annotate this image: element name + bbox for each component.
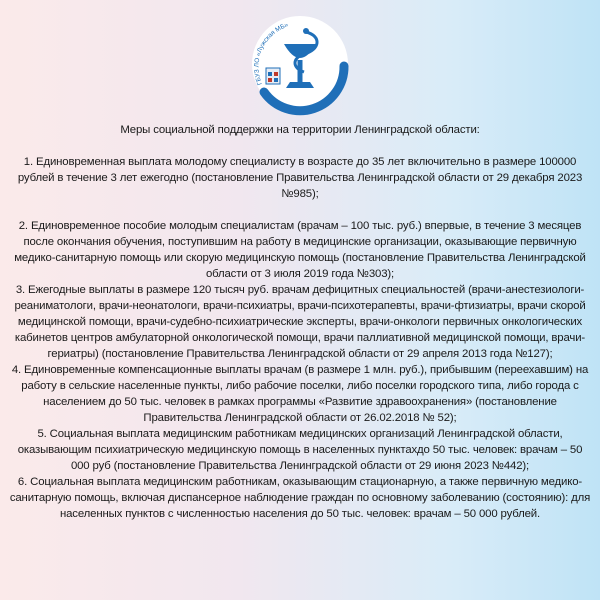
- logo-emblem: [266, 68, 280, 84]
- logo-ring-text: ГБУЗ ЛО «Лужская МБ»: [253, 21, 290, 86]
- measure-item-5: 5. Социальная выплата медицинским работникам медицинских организаций Ленинградской области, оказывающим психиатрическую медицинскую помощь в населенных пунктахдо 50 тыс. человек: врачам – 50 000 руб (постановление Правительства Ленинградской области от 29 июня 2023 №442);: [17, 428, 583, 472]
- page-title: Меры социальной поддержки на территории Ленинградской области:: [120, 124, 480, 136]
- measure-item-3: 3. Ежегодные выплаты в размере 120 тысяч руб. врачам дефицитных специальностей (врачи-анестезиологи-реаниматологи, врачи-неонатологи, врачи-психиатры, врачи-психотерапевты, врачи-фтизиатры, врачи скорой медицинской помощи, врачи-судебно-психиатрические эксперты, врачи-онкологи первичных онкологических кабинетов центров амбулаторной онкологической помощи, врачи паллиативной медицинской помощи, врачи-гериатры) (постановление Правительства Ленинградской области от 29 апреля 2013 года №127);: [14, 284, 586, 360]
- hospital-logo: [240, 10, 360, 118]
- document-body: [8, 122, 592, 522]
- measure-item-6: 6. Социальная выплата медицинским работникам, оказывающим стационарную, а также первичную медико-санитарную помощь, включая диспансерное наблюдение граждан по основному заболеванию (состоянию): для населенных пунктов с численностью населения до 50 тыс. человек: врачам – 50 000 рублей.: [9, 476, 591, 520]
- measure-item-2: 2. Единовременное пособие молодым специалистам (врачам – 100 тыс. руб.) впервые, в течение 3 месяцев после окончания обучения, поступившим на работу в медицинские организации, оказывающие первичную медико-санитарную помощь или скорую медицинскую помощь (постановление Правительства Ленинградской области от 3 июля 2019 года №303);: [14, 220, 586, 280]
- measure-item-4: 4. Единовременные компенсационные выплаты врачам (в размере 1 млн. руб.), прибывшим (переехавшим) на работу в сельские населенные пункты, либо рабочие поселки, либо поселки городского типа, либо города с населением до 50 тыс. человек в рамках программы «Развитие здравоохранения» (постановление Правительства Ленинградской области от 26.02.2018 № 52);: [11, 364, 589, 424]
- measure-item-1: 1. Единовременная выплата молодому специалисту в возрасте до 35 лет включительно в размере 100000 рублей в течение 3 лет ежегодно (постановление Правительства Ленинградской области от 29 декабря 2023 №985);: [17, 156, 583, 200]
